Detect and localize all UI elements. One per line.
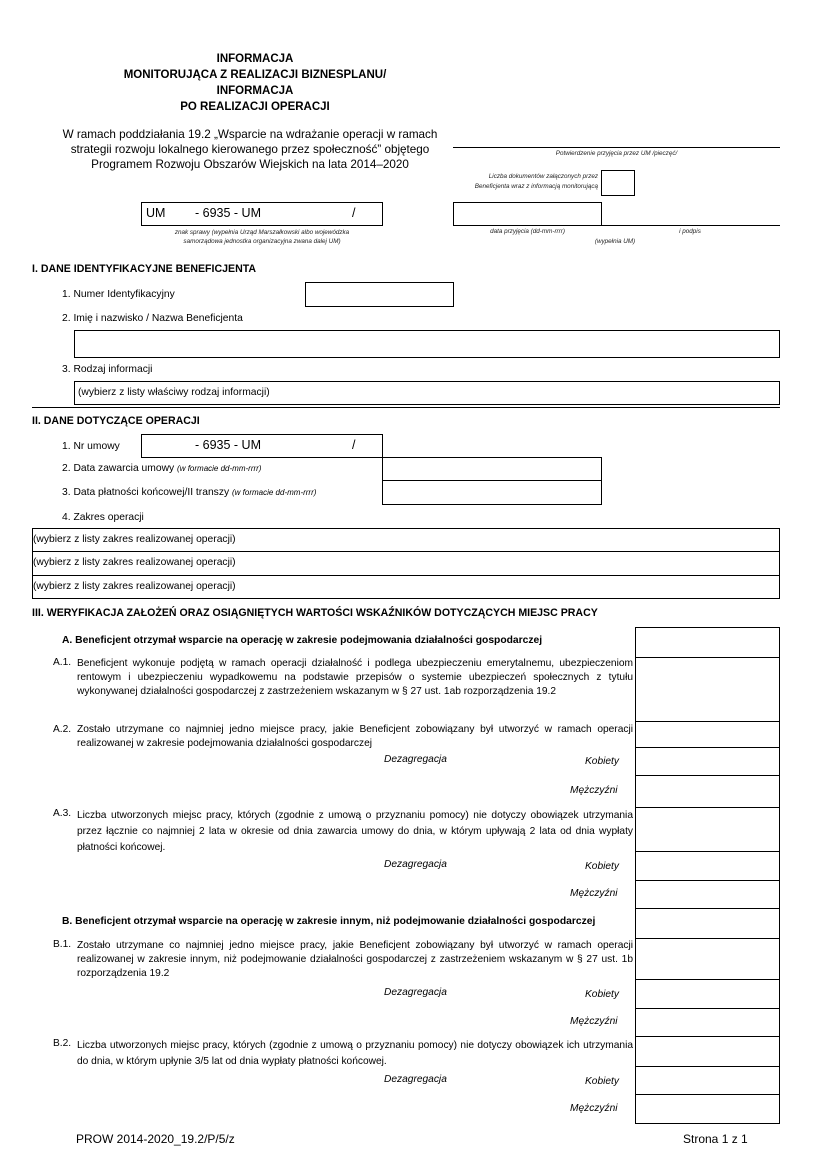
item-B2-text: Liczba utworzonych miejsc pracy, których (zgodnie z umową o przyznaniu pomocy) nie dotyczy obowiązek ich utrzymania do dnia, w którym upłynie 3/5 lat od dnia wypłaty płatności końcowej. xyxy=(77,1040,633,1067)
scope-select[interactable] xyxy=(32,575,780,599)
case-sign-prefix: UM xyxy=(146,206,166,220)
form-code: PROW 2014-2020_19.2/P/5/z xyxy=(76,1132,235,1146)
stamp-label: Potwierdzenie przyjęcia przez UM /pieczęć/ xyxy=(555,150,678,157)
contract-number-slash: / xyxy=(352,438,356,452)
item-A1-text: Beneficjent wykonuje podjętą w ramach operacji działalność i podlega ubezpieczeniu emerytalnemu, ubezpieczeniom rentowym i ubezpieczeniu wypadkowemu na podstawie przepisów o systemie ubezpieczeń społecznych z tytułu wykonywanej działalności gospodarczej z zastrzeżeniem wskazanym w § 27 ust. 1ab rozporządzenia 19.2 xyxy=(77,658,633,697)
disaggregation-label: Dezagregacja xyxy=(384,859,447,870)
contract-date-label-text: 2. Data zawarcia umowy xyxy=(62,463,178,474)
payment-date-hint: (w formacie dd-mm-rrrr) xyxy=(231,488,317,497)
section-1-heading: I. DANE IDENTYFIKACYJNE BENEFICJENTA xyxy=(32,263,257,275)
doc-count-label-line: Liczba dokumentów załączonych przez xyxy=(488,173,598,180)
answer-A3-women[interactable] xyxy=(635,851,780,881)
contract-number-field[interactable] xyxy=(141,434,383,458)
section-2-heading: II. DANE DOTYCZĄCE OPERACJI xyxy=(32,415,200,427)
title-line: MONITORUJĄCA Z REALIZACJI BIZNESPLANU/ xyxy=(123,69,387,81)
receipt-date-caption: data przyjęcia (dd-mm-rrrr) xyxy=(490,228,565,235)
contract-date-label xyxy=(62,463,261,474)
title-line: PO REALIZACJI OPERACJI xyxy=(180,101,330,113)
disaggregation-label: Dezagregacja xyxy=(384,987,447,998)
scope-select[interactable] xyxy=(32,528,780,552)
answer-A[interactable] xyxy=(635,627,780,658)
answer-A3-men[interactable] xyxy=(635,880,780,909)
women-label: Kobiety xyxy=(585,1076,619,1087)
contract-number-label: 1. Nr umowy xyxy=(62,441,120,452)
case-sign-field[interactable] xyxy=(141,202,383,226)
answer-A3[interactable] xyxy=(635,807,780,852)
men-label: Mężczyźni xyxy=(570,1103,618,1114)
section-divider xyxy=(32,407,780,408)
form-title xyxy=(60,51,450,115)
answer-B1-men[interactable] xyxy=(635,1008,780,1037)
case-sign-middle: - 6935 - UM xyxy=(195,206,261,220)
subtitle-line: W ramach poddziałania 19.2 „Wsparcie na wdrażanie operacji w ramach xyxy=(62,128,438,141)
item-number: A.2. xyxy=(53,724,72,735)
answer-A1[interactable] xyxy=(635,657,780,722)
answer-B2-women[interactable] xyxy=(635,1066,780,1095)
scope-value: (wybierz z listy zakres realizowanej operacji) xyxy=(33,557,236,568)
scope-value: (wybierz z listy zakres realizowanej operacji) xyxy=(33,581,236,592)
caption-line: znak sprawy (wypełnia Urząd Marszałkowski albo wojewódzka xyxy=(174,229,350,236)
contract-date-hint: (w formacie dd-mm-rrrr) xyxy=(177,464,262,473)
stamp-line xyxy=(453,147,780,148)
info-type-value: (wybierz z listy właściwy rodzaj informacji) xyxy=(78,387,270,398)
subsection-B-heading: B. Beneficjent otrzymał wsparcie na operację w zakresie innym, niż podejmowanie działalności gospodarczej xyxy=(62,916,596,927)
doc-count-label-line: Beneficjenta wraz z informacją monitorującą xyxy=(474,183,598,190)
caption-line: samorządowa jednostka organizacyjna zwana dalej UM) xyxy=(183,238,341,245)
section-3-heading: III. WERYFIKACJA ZAŁOŻEŃ ORAZ OSIĄGNIĘTYCH WARTOŚCI WSKAŹNIKÓW DOTYCZĄCYCH MIEJSC PRACY xyxy=(32,607,598,619)
beneficiary-name-label: 2. Imię i nazwisko / Nazwa Beneficjenta xyxy=(62,313,243,324)
title-line: INFORMACJA xyxy=(216,53,294,65)
women-label: Kobiety xyxy=(585,756,619,767)
item-A2-text: Zostało utrzymane co najmniej jedno miejsce pracy, jakie Beneficjent zobowiązany był utworzyć w ramach operacji realizowanej w zakresie podejmowania działalności gospodarczej xyxy=(77,724,633,749)
payment-date-value xyxy=(383,486,386,497)
item-A3-text: Liczba utworzonych miejsc pracy, których (zgodnie z umową o przyznaniu pomocy) nie dotyczy obowiązek utrzymania przez łącznie co najmniej 2 lata w okresie od dnia zawarcia umowy do dnia, w którym upływają 2 lata od dnia wypłaty płatności końcowej. xyxy=(77,810,633,853)
men-label: Mężczyźni xyxy=(570,1016,618,1027)
contract-number-middle: - 6935 - UM xyxy=(195,438,261,452)
answer-B1-women[interactable] xyxy=(635,979,780,1009)
item-number: A.1. xyxy=(53,657,72,668)
info-type-label: 3. Rodzaj informacji xyxy=(62,364,153,375)
answer-B1[interactable] xyxy=(635,938,780,980)
case-sign-caption xyxy=(141,228,383,246)
beneficiary-name-value xyxy=(75,336,78,347)
subsection-A-heading: A. Beneficjent otrzymał wsparcie na operację w zakresie podejmowania działalności gospodarczej xyxy=(62,635,543,646)
answer-A2-men[interactable] xyxy=(635,775,780,808)
item-number: B.2. xyxy=(53,1038,72,1049)
info-type-select[interactable] xyxy=(74,381,780,405)
payment-date-label xyxy=(62,487,316,498)
answer-B2-men[interactable] xyxy=(635,1094,780,1124)
subtitle-line: Programem Rozwoju Obszarów Wiejskich na lata 2014–2020 xyxy=(91,158,409,171)
answer-A2[interactable] xyxy=(635,721,780,748)
form-subtitle xyxy=(40,127,460,172)
disaggregation-label: Dezagregacja xyxy=(384,754,447,765)
men-label: Mężczyźni xyxy=(570,888,618,899)
id-number-value xyxy=(306,288,309,299)
disaggregation-label: Dezagregacja xyxy=(384,1074,447,1085)
title-line: INFORMACJA xyxy=(216,85,294,97)
payment-date-label-text: 3. Data płatności końcowej/II transzy xyxy=(62,487,232,498)
item-number: B.1. xyxy=(53,939,72,950)
answer-B[interactable] xyxy=(635,908,780,939)
doc-count-field[interactable] xyxy=(601,170,635,196)
subtitle-line: strategii rozwoju lokalnego kierowanego przez społeczność” objętego xyxy=(70,143,430,156)
signature-caption: i podpis xyxy=(679,228,701,235)
id-number-label: 1. Numer Identyfikacyjny xyxy=(62,289,175,300)
women-label: Kobiety xyxy=(585,989,619,1000)
scope-value: (wybierz z listy zakres realizowanej operacji) xyxy=(33,534,236,545)
doc-count-label xyxy=(440,172,598,192)
receipt-date-field[interactable] xyxy=(453,202,602,226)
filled-by-caption: (wypełnia UM) xyxy=(594,238,636,245)
women-label: Kobiety xyxy=(585,861,619,872)
beneficiary-name-field[interactable] xyxy=(74,330,780,358)
page-number: Strona 1 z 1 xyxy=(683,1132,748,1146)
contract-date-field[interactable] xyxy=(382,457,602,481)
contract-date-value xyxy=(383,463,386,474)
answer-B2[interactable] xyxy=(635,1036,780,1067)
item-number: A.3. xyxy=(53,808,72,819)
answer-A2-women[interactable] xyxy=(635,747,780,776)
scope-select[interactable] xyxy=(32,551,780,576)
item-B1-text: Zostało utrzymane co najmniej jedno miejsce pracy, jakie Beneficjent zobowiązany był utworzyć w ramach operacji realizowanej w zakresie innym, niż podejmowanie działalności gospodarczej z zastrzeżeniem wskazanym w § 27 ust. 1b rozporządzenia 19.2 xyxy=(77,940,633,979)
men-label: Mężczyźni xyxy=(570,785,618,796)
scope-label: 4. Zakres operacji xyxy=(62,512,144,523)
id-number-field[interactable] xyxy=(305,282,454,307)
signature-line xyxy=(602,225,780,226)
case-sign-slash: / xyxy=(352,206,356,220)
payment-date-field[interactable] xyxy=(382,480,602,505)
